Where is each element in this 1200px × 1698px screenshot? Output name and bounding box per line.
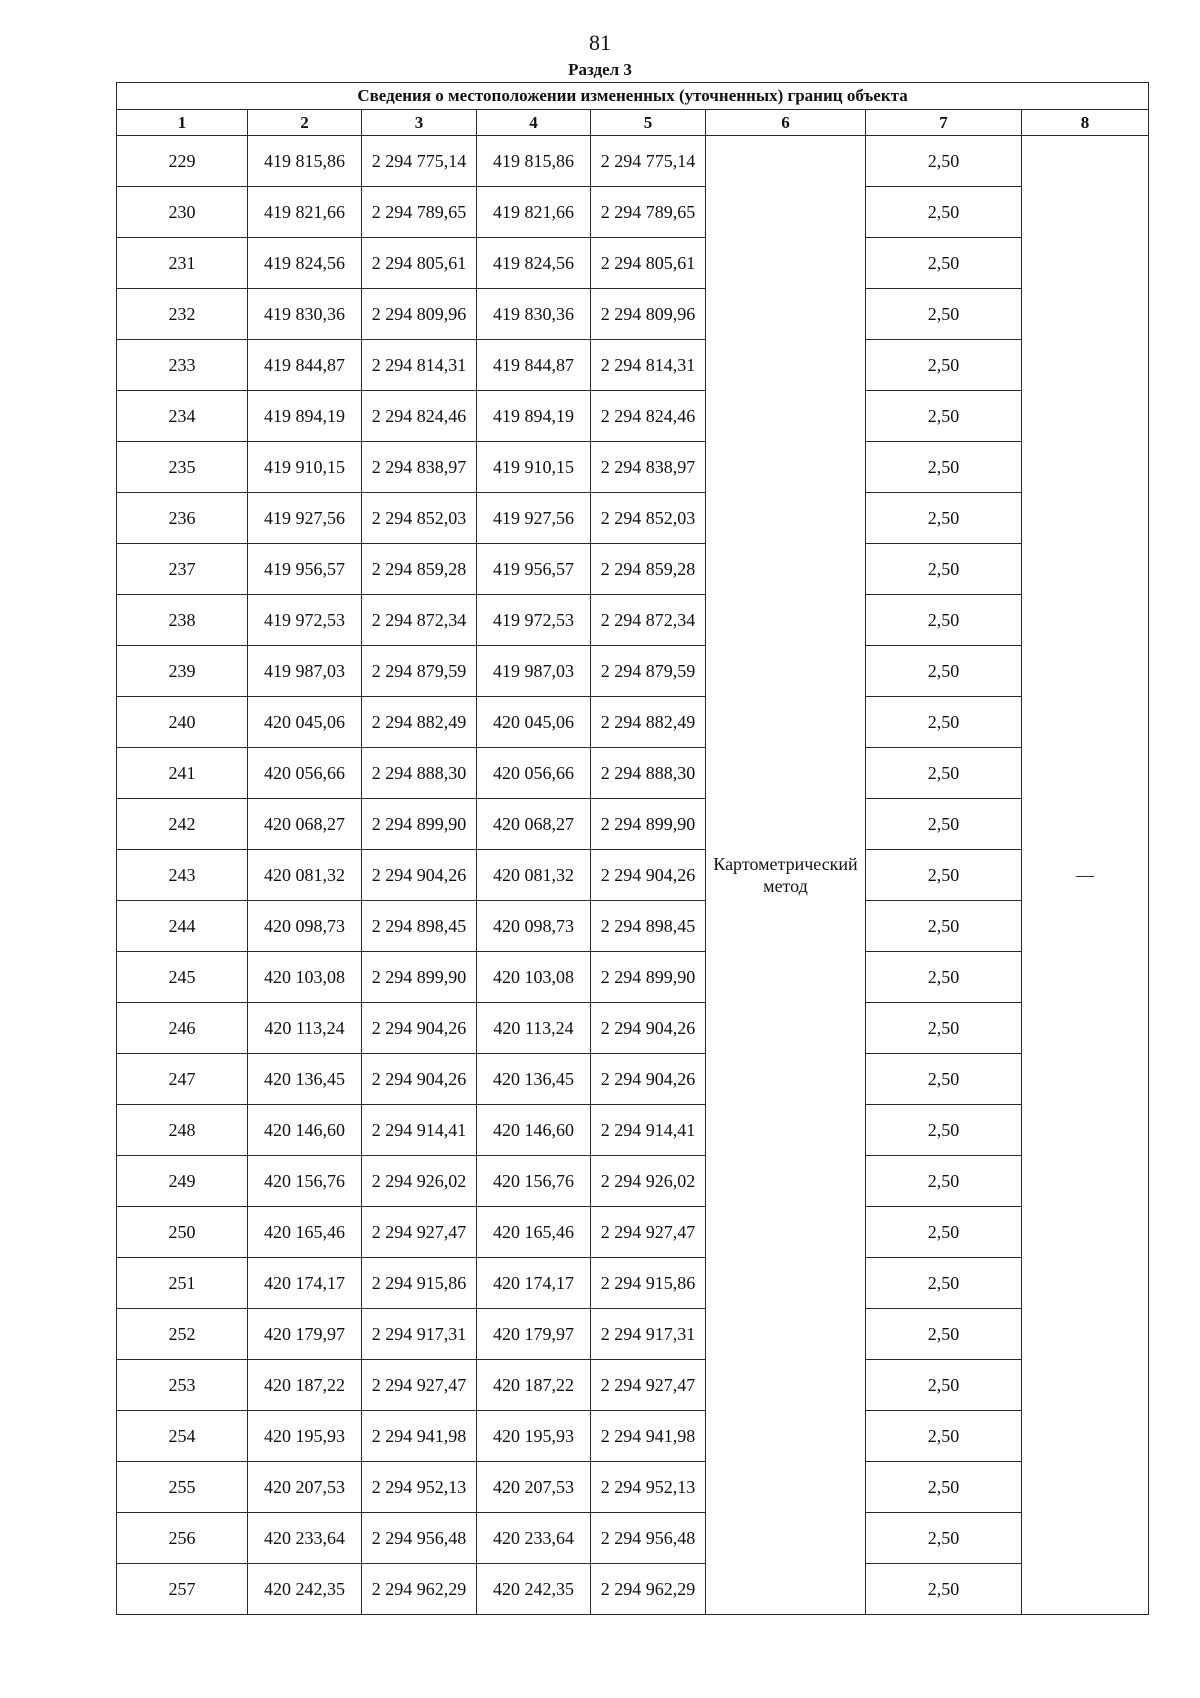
new-y-cell: 2 294 809,96 (591, 289, 706, 340)
accuracy-cell: 2,50 (866, 697, 1022, 748)
existing-y-cell: 2 294 898,45 (362, 901, 477, 952)
point-number-cell: 241 (117, 748, 248, 799)
accuracy-cell: 2,50 (866, 1207, 1022, 1258)
accuracy-cell: 2,50 (866, 1309, 1022, 1360)
point-number-cell: 248 (117, 1105, 248, 1156)
accuracy-cell: 2,50 (866, 1054, 1022, 1105)
new-x-cell: 419 956,57 (477, 544, 591, 595)
new-x-cell: 420 179,97 (477, 1309, 591, 1360)
existing-y-cell: 2 294 859,28 (362, 544, 477, 595)
existing-y-cell: 2 294 904,26 (362, 850, 477, 901)
new-y-cell: 2 294 888,30 (591, 748, 706, 799)
new-x-cell: 420 195,93 (477, 1411, 591, 1462)
new-x-cell: 420 068,27 (477, 799, 591, 850)
existing-x-cell: 420 098,73 (248, 901, 362, 952)
new-y-cell: 2 294 962,29 (591, 1564, 706, 1615)
existing-y-cell: 2 294 914,41 (362, 1105, 477, 1156)
existing-y-cell: 2 294 809,96 (362, 289, 477, 340)
new-x-cell: 420 136,45 (477, 1054, 591, 1105)
new-x-cell: 420 098,73 (477, 901, 591, 952)
new-y-cell: 2 294 852,03 (591, 493, 706, 544)
point-number-cell: 230 (117, 187, 248, 238)
new-x-cell: 419 815,86 (477, 136, 591, 187)
point-number-cell: 250 (117, 1207, 248, 1258)
point-number-cell: 244 (117, 901, 248, 952)
point-number-cell: 245 (117, 952, 248, 1003)
accuracy-cell: 2,50 (866, 1258, 1022, 1309)
accuracy-cell: 2,50 (866, 1105, 1022, 1156)
existing-x-cell: 420 056,66 (248, 748, 362, 799)
point-number-cell: 238 (117, 595, 248, 646)
existing-y-cell: 2 294 789,65 (362, 187, 477, 238)
new-y-cell: 2 294 927,47 (591, 1207, 706, 1258)
existing-y-cell: 2 294 915,86 (362, 1258, 477, 1309)
existing-x-cell: 419 927,56 (248, 493, 362, 544)
table-row (117, 1003, 1149, 1054)
point-number-cell: 234 (117, 391, 248, 442)
existing-x-cell: 420 146,60 (248, 1105, 362, 1156)
accuracy-cell: 2,50 (866, 850, 1022, 901)
column-header: 7 (866, 110, 1022, 136)
new-y-cell: 2 294 814,31 (591, 340, 706, 391)
point-number-cell: 235 (117, 442, 248, 493)
new-x-cell: 420 165,46 (477, 1207, 591, 1258)
column-header: 3 (362, 110, 477, 136)
point-number-cell: 239 (117, 646, 248, 697)
existing-y-cell: 2 294 952,13 (362, 1462, 477, 1513)
existing-y-cell: 2 294 872,34 (362, 595, 477, 646)
existing-x-cell: 419 821,66 (248, 187, 362, 238)
point-number-cell: 251 (117, 1258, 248, 1309)
new-x-cell: 420 113,24 (477, 1003, 591, 1054)
table-row (117, 544, 1149, 595)
accuracy-cell: 2,50 (866, 340, 1022, 391)
table-row (117, 391, 1149, 442)
point-number-cell: 247 (117, 1054, 248, 1105)
existing-y-cell: 2 294 899,90 (362, 799, 477, 850)
existing-x-cell: 420 136,45 (248, 1054, 362, 1105)
boundary-table (116, 82, 1149, 1615)
new-y-cell: 2 294 917,31 (591, 1309, 706, 1360)
existing-y-cell: 2 294 882,49 (362, 697, 477, 748)
new-y-cell: 2 294 789,65 (591, 187, 706, 238)
new-y-cell: 2 294 879,59 (591, 646, 706, 697)
existing-y-cell: 2 294 941,98 (362, 1411, 477, 1462)
new-y-cell: 2 294 941,98 (591, 1411, 706, 1462)
table-caption: Сведения о местоположении измененных (уточненных) границ объекта (117, 83, 1149, 110)
new-x-cell: 419 824,56 (477, 238, 591, 289)
existing-y-cell: 2 294 775,14 (362, 136, 477, 187)
table-row (117, 646, 1149, 697)
accuracy-cell: 2,50 (866, 136, 1022, 187)
new-y-cell: 2 294 915,86 (591, 1258, 706, 1309)
table-row (117, 340, 1149, 391)
table-row (117, 493, 1149, 544)
existing-x-cell: 420 081,32 (248, 850, 362, 901)
point-number-cell: 257 (117, 1564, 248, 1615)
new-x-cell: 419 844,87 (477, 340, 591, 391)
new-x-cell: 420 156,76 (477, 1156, 591, 1207)
new-y-cell: 2 294 904,26 (591, 1003, 706, 1054)
new-y-cell: 2 294 927,47 (591, 1360, 706, 1411)
page-number: 81 (589, 30, 611, 55)
existing-y-cell: 2 294 852,03 (362, 493, 477, 544)
column-header: 4 (477, 110, 591, 136)
accuracy-cell: 2,50 (866, 1462, 1022, 1513)
existing-y-cell: 2 294 904,26 (362, 1054, 477, 1105)
existing-y-cell: 2 294 824,46 (362, 391, 477, 442)
new-x-cell: 419 910,15 (477, 442, 591, 493)
table-row (117, 952, 1149, 1003)
table-row (117, 697, 1149, 748)
new-x-cell: 420 233,64 (477, 1513, 591, 1564)
existing-y-cell: 2 294 927,47 (362, 1360, 477, 1411)
point-number-cell: 256 (117, 1513, 248, 1564)
new-x-cell: 420 045,06 (477, 697, 591, 748)
table-row (117, 442, 1149, 493)
new-y-cell: 2 294 899,90 (591, 799, 706, 850)
table-row (117, 1309, 1149, 1360)
accuracy-cell: 2,50 (866, 493, 1022, 544)
accuracy-cell: 2,50 (866, 595, 1022, 646)
table-row (117, 1258, 1149, 1309)
accuracy-cell: 2,50 (866, 544, 1022, 595)
existing-y-cell: 2 294 927,47 (362, 1207, 477, 1258)
table-row (117, 1105, 1149, 1156)
existing-x-cell: 420 233,64 (248, 1513, 362, 1564)
new-y-cell: 2 294 904,26 (591, 1054, 706, 1105)
new-x-cell: 420 081,32 (477, 850, 591, 901)
new-y-cell: 2 294 926,02 (591, 1156, 706, 1207)
new-y-cell: 2 294 882,49 (591, 697, 706, 748)
accuracy-cell: 2,50 (866, 799, 1022, 850)
accuracy-cell: 2,50 (866, 1156, 1022, 1207)
new-y-cell: 2 294 824,46 (591, 391, 706, 442)
new-x-cell: 419 830,36 (477, 289, 591, 340)
point-number-cell: 240 (117, 697, 248, 748)
existing-x-cell: 420 068,27 (248, 799, 362, 850)
accuracy-cell: 2,50 (866, 1360, 1022, 1411)
column-header-row (117, 110, 1149, 136)
existing-x-cell: 420 103,08 (248, 952, 362, 1003)
new-y-cell: 2 294 904,26 (591, 850, 706, 901)
table-row (117, 1462, 1149, 1513)
new-y-cell: 2 294 956,48 (591, 1513, 706, 1564)
table-row (117, 289, 1149, 340)
table-row (117, 595, 1149, 646)
new-y-cell: 2 294 775,14 (591, 136, 706, 187)
section-title: Раздел 3 (568, 60, 632, 79)
column-header: 5 (591, 110, 706, 136)
existing-x-cell: 420 179,97 (248, 1309, 362, 1360)
point-number-cell: 229 (117, 136, 248, 187)
new-x-cell: 420 242,35 (477, 1564, 591, 1615)
existing-x-cell: 419 824,56 (248, 238, 362, 289)
table-row (117, 238, 1149, 289)
accuracy-cell: 2,50 (866, 748, 1022, 799)
table-row (117, 1360, 1149, 1411)
new-y-cell: 2 294 899,90 (591, 952, 706, 1003)
accuracy-cell: 2,50 (866, 289, 1022, 340)
new-x-cell: 419 987,03 (477, 646, 591, 697)
point-number-cell: 246 (117, 1003, 248, 1054)
accuracy-cell: 2,50 (866, 1003, 1022, 1054)
existing-x-cell: 419 972,53 (248, 595, 362, 646)
accuracy-cell: 2,50 (866, 238, 1022, 289)
new-y-cell: 2 294 872,34 (591, 595, 706, 646)
point-number-cell: 243 (117, 850, 248, 901)
existing-x-cell: 419 910,15 (248, 442, 362, 493)
new-y-cell: 2 294 898,45 (591, 901, 706, 952)
table-row (117, 1054, 1149, 1105)
new-x-cell: 419 972,53 (477, 595, 591, 646)
new-y-cell: 2 294 914,41 (591, 1105, 706, 1156)
table-body (117, 136, 1149, 1615)
point-number-cell: 253 (117, 1360, 248, 1411)
new-x-cell: 420 146,60 (477, 1105, 591, 1156)
column8-cell: — (1022, 136, 1149, 1615)
existing-x-cell: 420 187,22 (248, 1360, 362, 1411)
new-y-cell: 2 294 805,61 (591, 238, 706, 289)
existing-y-cell: 2 294 917,31 (362, 1309, 477, 1360)
new-y-cell: 2 294 952,13 (591, 1462, 706, 1513)
existing-x-cell: 419 956,57 (248, 544, 362, 595)
accuracy-cell: 2,50 (866, 901, 1022, 952)
point-number-cell: 233 (117, 340, 248, 391)
accuracy-cell: 2,50 (866, 442, 1022, 493)
accuracy-cell: 2,50 (866, 646, 1022, 697)
point-number-cell: 255 (117, 1462, 248, 1513)
new-y-cell: 2 294 859,28 (591, 544, 706, 595)
existing-x-cell: 419 815,86 (248, 136, 362, 187)
table-row (117, 136, 1149, 187)
new-x-cell: 419 894,19 (477, 391, 591, 442)
existing-x-cell: 420 156,76 (248, 1156, 362, 1207)
table-row (117, 901, 1149, 952)
existing-x-cell: 420 045,06 (248, 697, 362, 748)
accuracy-cell: 2,50 (866, 391, 1022, 442)
column-header: 8 (1022, 110, 1149, 136)
existing-x-cell: 419 894,19 (248, 391, 362, 442)
accuracy-cell: 2,50 (866, 1513, 1022, 1564)
existing-y-cell: 2 294 926,02 (362, 1156, 477, 1207)
existing-y-cell: 2 294 879,59 (362, 646, 477, 697)
point-number-cell: 237 (117, 544, 248, 595)
method-cell: Картометрический метод (706, 136, 866, 1615)
new-x-cell: 419 927,56 (477, 493, 591, 544)
table-row (117, 1207, 1149, 1258)
table-row (117, 1513, 1149, 1564)
column-header: 6 (706, 110, 866, 136)
table-row (117, 799, 1149, 850)
point-number-cell: 232 (117, 289, 248, 340)
existing-y-cell: 2 294 814,31 (362, 340, 477, 391)
existing-y-cell: 2 294 888,30 (362, 748, 477, 799)
table-row (117, 748, 1149, 799)
existing-y-cell: 2 294 962,29 (362, 1564, 477, 1615)
table-row (117, 850, 1149, 901)
accuracy-cell: 2,50 (866, 1564, 1022, 1615)
accuracy-cell: 2,50 (866, 187, 1022, 238)
new-x-cell: 419 821,66 (477, 187, 591, 238)
existing-y-cell: 2 294 904,26 (362, 1003, 477, 1054)
existing-x-cell: 420 195,93 (248, 1411, 362, 1462)
table-row (117, 187, 1149, 238)
point-number-cell: 236 (117, 493, 248, 544)
existing-y-cell: 2 294 899,90 (362, 952, 477, 1003)
point-number-cell: 252 (117, 1309, 248, 1360)
point-number-cell: 231 (117, 238, 248, 289)
new-x-cell: 420 174,17 (477, 1258, 591, 1309)
column-header: 2 (248, 110, 362, 136)
existing-x-cell: 419 844,87 (248, 340, 362, 391)
existing-y-cell: 2 294 956,48 (362, 1513, 477, 1564)
table-row (117, 1156, 1149, 1207)
table-row (117, 1411, 1149, 1462)
new-x-cell: 420 056,66 (477, 748, 591, 799)
accuracy-cell: 2,50 (866, 1411, 1022, 1462)
point-number-cell: 242 (117, 799, 248, 850)
existing-x-cell: 420 207,53 (248, 1462, 362, 1513)
existing-x-cell: 420 174,17 (248, 1258, 362, 1309)
new-y-cell: 2 294 838,97 (591, 442, 706, 493)
existing-x-cell: 420 242,35 (248, 1564, 362, 1615)
table-row (117, 1564, 1149, 1615)
existing-x-cell: 419 830,36 (248, 289, 362, 340)
existing-x-cell: 420 113,24 (248, 1003, 362, 1054)
new-x-cell: 420 207,53 (477, 1462, 591, 1513)
existing-y-cell: 2 294 805,61 (362, 238, 477, 289)
new-x-cell: 420 103,08 (477, 952, 591, 1003)
column-header: 1 (117, 110, 248, 136)
point-number-cell: 254 (117, 1411, 248, 1462)
existing-x-cell: 419 987,03 (248, 646, 362, 697)
existing-y-cell: 2 294 838,97 (362, 442, 477, 493)
new-x-cell: 420 187,22 (477, 1360, 591, 1411)
point-number-cell: 249 (117, 1156, 248, 1207)
accuracy-cell: 2,50 (866, 952, 1022, 1003)
existing-x-cell: 420 165,46 (248, 1207, 362, 1258)
